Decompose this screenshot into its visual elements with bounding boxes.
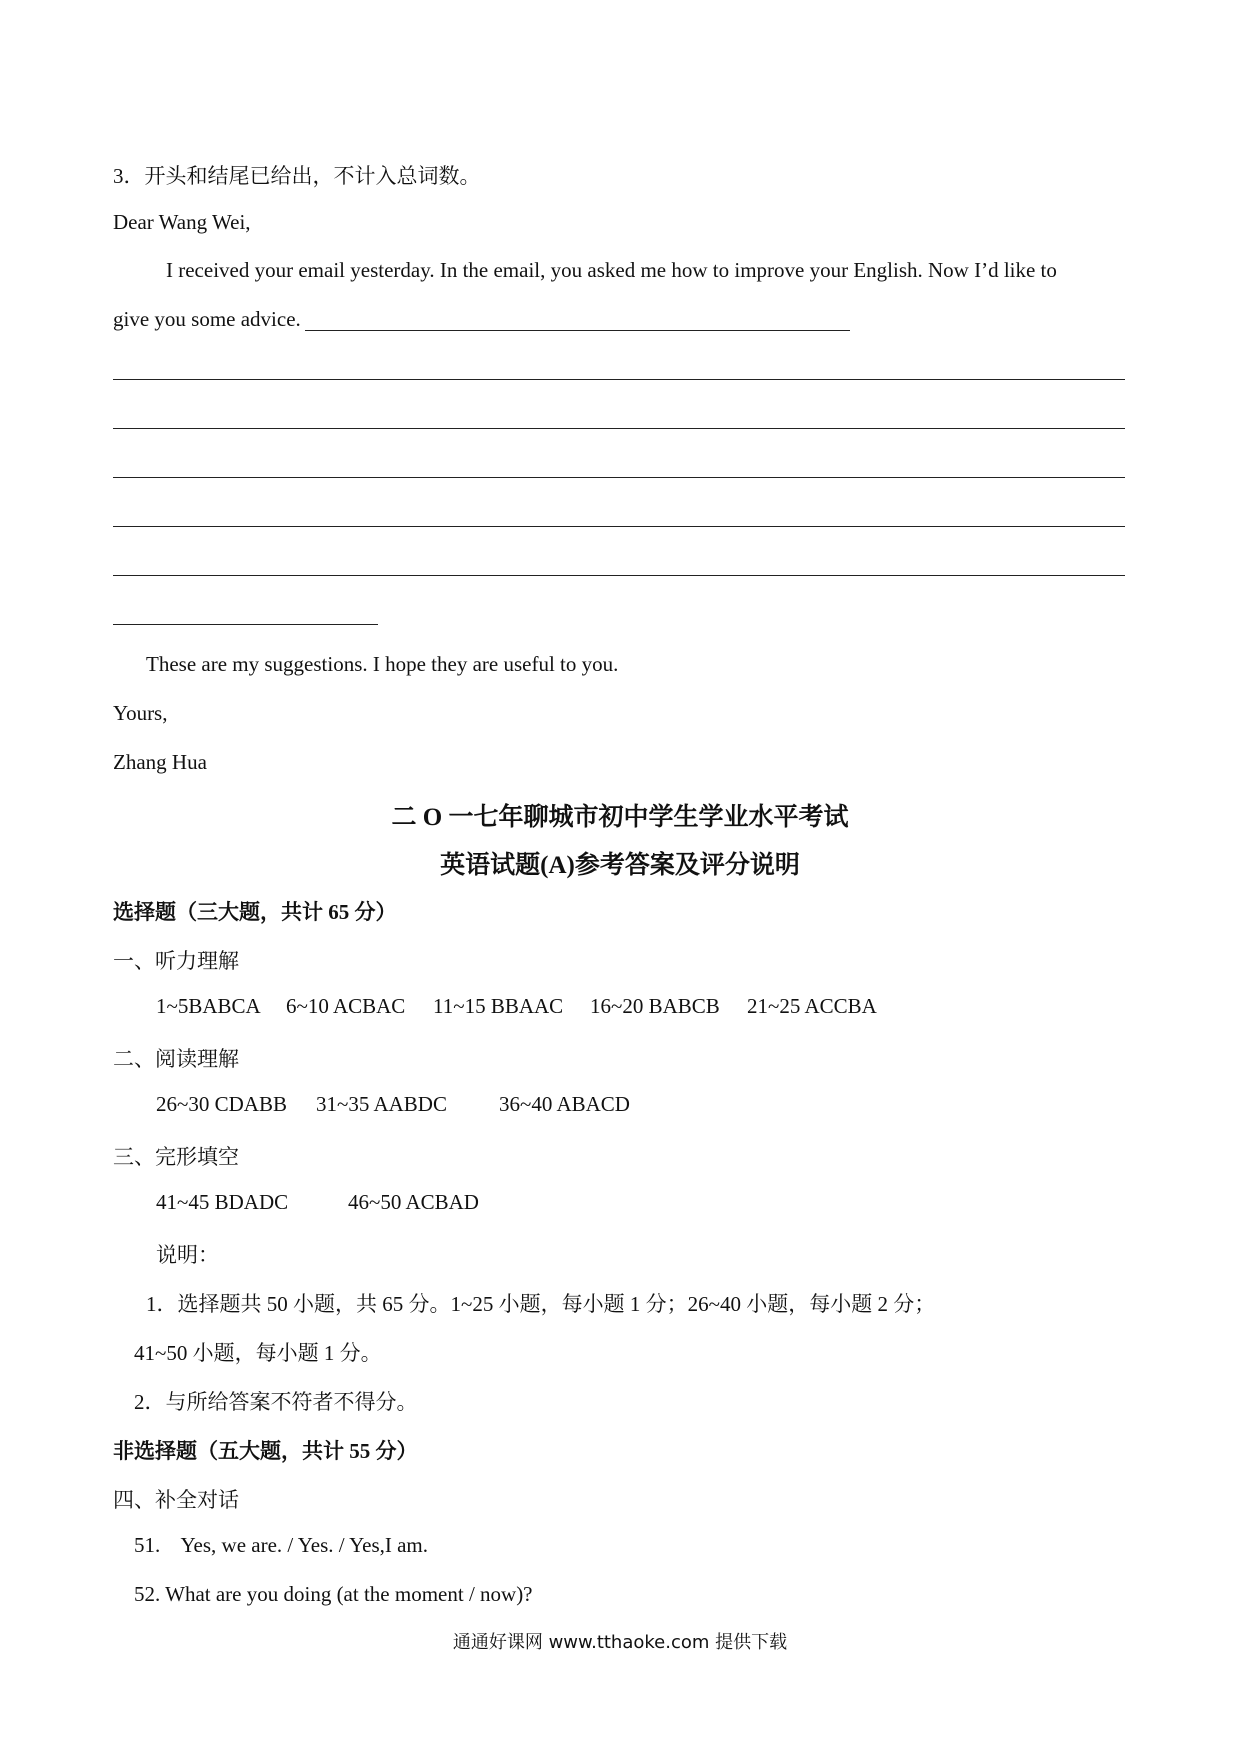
cloze-label: 三、完形填空 [113,1145,239,1169]
letter-sign-off: Yours, [113,701,168,725]
writing-line[interactable] [113,526,1125,527]
writing-line[interactable] [113,575,1125,576]
letter-body-line-2: give you some advice. [113,307,301,331]
answer-group: 11~15 BBAAC [433,994,564,1018]
answer-group: 46~50 ACBAD [348,1190,479,1214]
note-1-line-2: 41~50 小题，每小题 1 分。 [134,1341,382,1365]
writing-line[interactable] [305,330,850,331]
answer-group: 1~5BABCA [156,994,261,1018]
answer-group: 6~10 ACBAC [286,994,406,1018]
nonchoice-section-header: 非选择题（五大题，共计 55 分） [113,1439,418,1463]
writing-line[interactable] [113,428,1125,429]
listening-label: 一、听力理解 [113,949,239,973]
choice-section-header: 选择题（三大题，共计 65 分） [113,900,397,924]
listening-answers [156,994,877,1019]
writing-instruction: 3．开头和结尾已给出，不计入总词数。 [113,164,481,188]
writing-line[interactable] [113,624,378,625]
writing-line[interactable] [113,477,1125,478]
answer-key-title: 二 O 一七年聊城市初中学生学业水平考试 [391,804,849,831]
letter-body-line-1: I received your email yesterday. In the email, you asked me how to improve your English. Now I’d like to [166,258,1057,282]
reading-label: 二、阅读理解 [113,1047,239,1071]
reading-answers [156,1092,630,1117]
answer-group: 31~35 AABDC [316,1092,447,1116]
letter-greeting: Dear Wang Wei, [113,210,251,234]
answer-group: 26~30 CDABB [156,1092,287,1116]
notes-label: 说明： [156,1243,219,1267]
note-2: 2．与所给答案不符者不得分。 [134,1390,418,1414]
answer-group: 16~20 BABCB [590,994,720,1018]
page-footer: 通通好课网 www.tthaoke.com 提供下载 [452,1632,788,1653]
writing-line[interactable] [113,379,1125,380]
dialogue-answer-52: 52. What are you doing (at the moment / now)? [134,1582,533,1606]
note-1-line-1: 1．选择题共 50 小题，共 65 分。1~25 小题，每小题 1 分；26~40 小题，每小题 2 分； [146,1292,936,1316]
letter-closing-sentence: These are my suggestions. I hope they are useful to you. [146,652,619,676]
dialogue-label: 四、补全对话 [113,1488,239,1512]
cloze-answers [156,1190,479,1215]
answer-group: 36~40 ABACD [499,1092,630,1116]
answer-group: 21~25 ACCBA [747,994,877,1018]
answer-group: 41~45 BDADC [156,1190,289,1214]
answer-key-subtitle: 英语试题(A)参考答案及评分说明 [440,852,800,879]
letter-signature: Zhang Hua [113,750,207,774]
dialogue-answer-51: 51. Yes, we are. / Yes. / Yes,I am. [134,1533,429,1557]
